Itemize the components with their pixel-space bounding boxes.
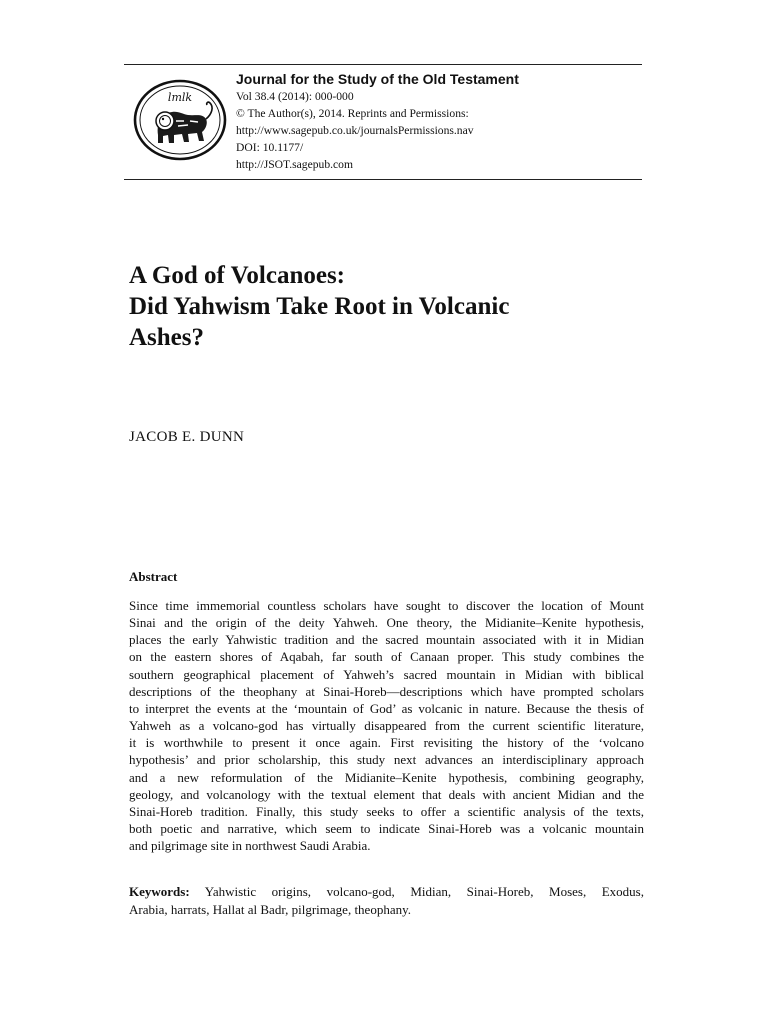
abstract-line: and a new reformulation of the Midianite–Kenite hypothesis, combining geography,	[129, 769, 644, 785]
title-line: Ashes?	[129, 324, 205, 351]
article-title	[129, 260, 649, 353]
keywords-line	[129, 883, 644, 901]
keywords-label: Keywords:	[129, 884, 190, 899]
author-name: JACOB E. DUNN	[129, 429, 245, 445]
abstract-line: on the eastern shores of Aqabah, far south of Canaan proper. This study combines the	[129, 649, 644, 665]
keywords-text: Yahwistic origins, volcano-god, Midian, Sinai-Horeb, Moses, Exodus,	[204, 884, 644, 899]
journal-header	[124, 64, 642, 180]
abstract-line: hypothesis’ and prior scholarship, this study next advances an interdisciplinary approach	[129, 752, 644, 768]
abstract-heading: Abstract	[129, 569, 178, 584]
keywords-section	[129, 883, 644, 919]
abstract-line: both poetic and narrative, which seem to indicate Sinai-Horeb was a volcanic mountain	[129, 821, 644, 837]
abstract-line: to interpret the events at the ‘mountain of God’ as volcanic in nature. Because the thesis of	[129, 700, 644, 716]
abstract-line: Since time immemorial countless scholars have sought to discover the location of Mount	[129, 598, 644, 613]
abstract-line: Sinai and the origin of the deity Yahweh. One theory, the Midianite–Kenite hypothesis,	[129, 615, 644, 631]
lion-seal-icon	[132, 77, 228, 163]
abstract-line: it is worthwhile to present it once again. First revisiting the history of the ‘volcano	[129, 735, 644, 751]
abstract-line: southern geographical placement of Yahweh’s sacred mountain in Midian with biblical	[129, 666, 644, 682]
journal-info	[236, 71, 636, 173]
abstract-line: places the early Yahwistic tradition and the sacred mountain associated with it in Midian	[129, 632, 644, 648]
journal-url[interactable]: http://JSOT.sagepub.com	[236, 158, 354, 171]
title-line: Did Yahwism Take Root in Volcanic	[129, 293, 510, 320]
abstract-line: Sinai-Horeb tradition. Finally, this study seeks to offer a scientific analysis of the texts,	[129, 803, 644, 819]
abstract-body	[129, 597, 644, 854]
abstract-line: Yahweh as a volcano-god has virtually disappeared from the current scientific literature,	[129, 718, 644, 734]
keywords-line: Arabia, harrats, Hallat al Badr, pilgrimage, theophany.	[129, 902, 412, 917]
abstract-line: descriptions of the theophany at Sinai-Horeb—descriptions which have prompted scholars	[129, 683, 644, 699]
abstract-line: geology, and volcanology with the textual element that deals with ancient Midian and the	[129, 786, 644, 802]
permissions-url[interactable]: http://www.sagepub.co.uk/journalsPermissions.nav	[236, 124, 474, 137]
svg-text:lmlk: lmlk	[167, 91, 193, 104]
volume-line: Vol 38.4 (2014): 000-000	[236, 90, 354, 103]
abstract-line: and pilgrimage site in northwest Saudi Arabia.	[129, 838, 371, 854]
doi-line: DOI: 10.1177/	[236, 141, 304, 154]
journal-name: Journal for the Study of the Old Testament	[236, 71, 519, 87]
title-line: A God of Volcanoes:	[129, 262, 346, 289]
copyright-line: © The Author(s), 2014. Reprints and Permissions:	[236, 107, 469, 120]
